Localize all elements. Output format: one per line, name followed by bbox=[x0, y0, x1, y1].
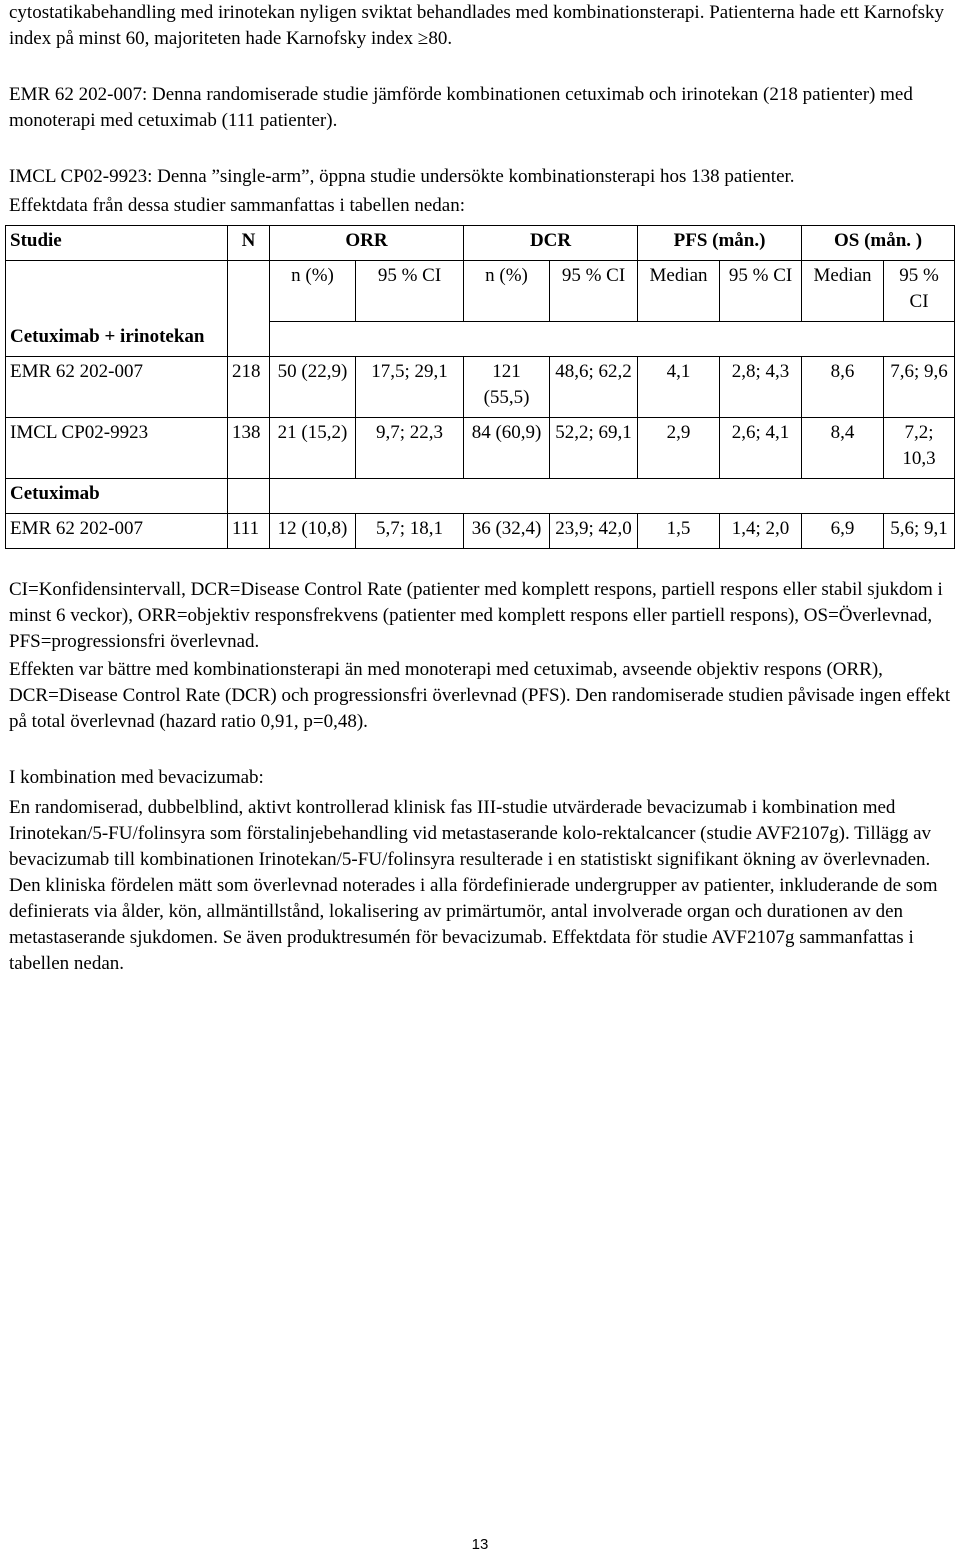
cell-orr-ci: 9,7; 22,3 bbox=[356, 417, 464, 478]
cell-pfs-ci: 1,4; 2,0 bbox=[720, 513, 802, 548]
cell-os-ci: 7,2; 10,3 bbox=[884, 417, 955, 478]
group-row-monotherapy bbox=[6, 478, 955, 513]
cell-os-median: 8,6 bbox=[802, 356, 884, 417]
group-row-combination bbox=[6, 322, 955, 357]
bevacizumab-heading: I kombination med bevacizumab: bbox=[9, 766, 264, 788]
cell-dcr-n: 36 (32,4) bbox=[464, 513, 550, 548]
effect-paragraph: Effekten var bättre med kombinationsterapi än med monoterapi med cetuximab, avseende objektiv respons (ORR), DCR=Disease Control Rate (DCR) och progressionsfri överlevnad (PFS). Den randomiserade studien påvisade ingen effekt på total överlevnad (hazard ratio 0,91, p=0,48). bbox=[9, 658, 951, 732]
cell-orr-n: 12 (10,8) bbox=[270, 513, 356, 548]
subheader-empty bbox=[228, 261, 270, 322]
header-orr: ORR bbox=[270, 226, 464, 261]
group-empty bbox=[270, 322, 955, 357]
table-header-row bbox=[6, 226, 955, 261]
cell-n: 218 bbox=[228, 356, 270, 417]
header-dcr: DCR bbox=[464, 226, 638, 261]
header-studie: Studie bbox=[6, 226, 228, 261]
cell-os-median: 8,4 bbox=[802, 417, 884, 478]
table-row bbox=[6, 417, 955, 478]
table-subheader-row bbox=[6, 261, 955, 322]
cell-pfs-median: 4,1 bbox=[638, 356, 720, 417]
cell-dcr-ci: 23,9; 42,0 bbox=[550, 513, 638, 548]
bevacizumab-paragraph: En randomiserad, dubbelblind, aktivt kontrollerad klinisk fas III-studie utvärderade bevacizumab i kombination med Irinotekan/5-FU/folinsyra som förstalinjebehandling vid metastaserande kolo-rektalcancer (studie AVF2107g). Tillägg av bevacizumab till kombinationen Irinotekan/5-FU/folinsyra resulterade i en statistiskt signifikant ökning av överlevnaden. Den kliniska fördelen mätt som överlevnad noterades i alla fördefinierade undergrupper av patienter, inkluderande de som definierats via ålder, kön, allmäntillstånd, lokalisering av primärtumör, antal involverade organ och durationen av den metastaserande sjukdomen. Se även produktresumén för bevacizumab. Effektdata för studie AVF2107g sammanfattas i tabellen nedan. bbox=[9, 796, 938, 974]
cell-dcr-n: 121 (55,5) bbox=[464, 356, 550, 417]
subheader-orr-n: n (%) bbox=[270, 261, 356, 322]
document-page bbox=[9, 0, 955, 977]
cell-pfs-ci: 2,6; 4,1 bbox=[720, 417, 802, 478]
subheader-pfs-median: Median bbox=[638, 261, 720, 322]
subheader-os-ci: 95 % CI bbox=[884, 261, 955, 322]
header-pfs: PFS (mån.) bbox=[638, 226, 802, 261]
cell-n: 111 bbox=[228, 513, 270, 548]
table-row bbox=[6, 356, 955, 417]
cell-pfs-median: 1,5 bbox=[638, 513, 720, 548]
efficacy-table bbox=[5, 225, 955, 549]
cell-os-ci: 5,6; 9,1 bbox=[884, 513, 955, 548]
cell-orr-n: 50 (22,9) bbox=[270, 356, 356, 417]
cell-n: 138 bbox=[228, 417, 270, 478]
group-empty bbox=[228, 478, 270, 513]
cell-os-median: 6,9 bbox=[802, 513, 884, 548]
group-label-combination: Cetuximab + irinotekan bbox=[6, 322, 228, 357]
cell-pfs-median: 2,9 bbox=[638, 417, 720, 478]
subheader-dcr-n: n (%) bbox=[464, 261, 550, 322]
page-number: 13 bbox=[471, 1536, 489, 1553]
cell-orr-ci: 5,7; 18,1 bbox=[356, 513, 464, 548]
subheader-pfs-ci: 95 % CI bbox=[720, 261, 802, 322]
cell-dcr-ci: 48,6; 62,2 bbox=[550, 356, 638, 417]
group-empty bbox=[270, 478, 955, 513]
imcl-study-paragraph: IMCL CP02-9923: Denna ”single-arm”, öppna studie undersökte kombinationsterapi hos 138 patienter. bbox=[9, 166, 795, 187]
cell-study: EMR 62 202-007 bbox=[6, 356, 228, 417]
cell-orr-n: 21 (15,2) bbox=[270, 417, 356, 478]
header-os: OS (mån. ) bbox=[802, 226, 955, 261]
subheader-dcr-ci: 95 % CI bbox=[550, 261, 638, 322]
intro-paragraph: cytostatikabehandling med irinotekan nyligen sviktat behandlades med kombinationsterapi. Patienterna hade ett Karnofsky index på minst 60, majoriteten hade Karnofsky index ≥80. bbox=[9, 2, 944, 49]
cell-os-ci: 7,6; 9,6 bbox=[884, 356, 955, 417]
header-n: N bbox=[228, 226, 270, 261]
table-intro-paragraph: Effektdata från dessa studier sammanfattas i tabellen nedan: bbox=[9, 195, 465, 216]
subheader-os-median: Median bbox=[802, 261, 884, 322]
cell-pfs-ci: 2,8; 4,3 bbox=[720, 356, 802, 417]
cell-orr-ci: 17,5; 29,1 bbox=[356, 356, 464, 417]
subheader-empty bbox=[6, 261, 228, 322]
cell-dcr-ci: 52,2; 69,1 bbox=[550, 417, 638, 478]
emr-study-paragraph: EMR 62 202-007: Denna randomiserade studie jämförde kombinationen cetuximab och irinotekan (218 patienter) med monoterapi med cetuximab (111 patienter). bbox=[9, 84, 913, 131]
cell-study: IMCL CP02-9923 bbox=[6, 417, 228, 478]
group-empty bbox=[228, 322, 270, 357]
subheader-orr-ci: 95 % CI bbox=[356, 261, 464, 322]
abbreviations-paragraph: CI=Konfidensintervall, DCR=Disease Control Rate (patienter med komplett respons, partiell respons eller stabil sjukdom i minst 6 veckor), ORR=objektiv responsfrekvens (patienter med komplett respons eller partiell respons), OS=Överlevnad, PFS=progressionsfri överlevnad. bbox=[9, 578, 943, 652]
group-label-monotherapy: Cetuximab bbox=[6, 478, 228, 513]
table-row bbox=[6, 513, 955, 548]
cell-study: EMR 62 202-007 bbox=[6, 513, 228, 548]
cell-dcr-n: 84 (60,9) bbox=[464, 417, 550, 478]
